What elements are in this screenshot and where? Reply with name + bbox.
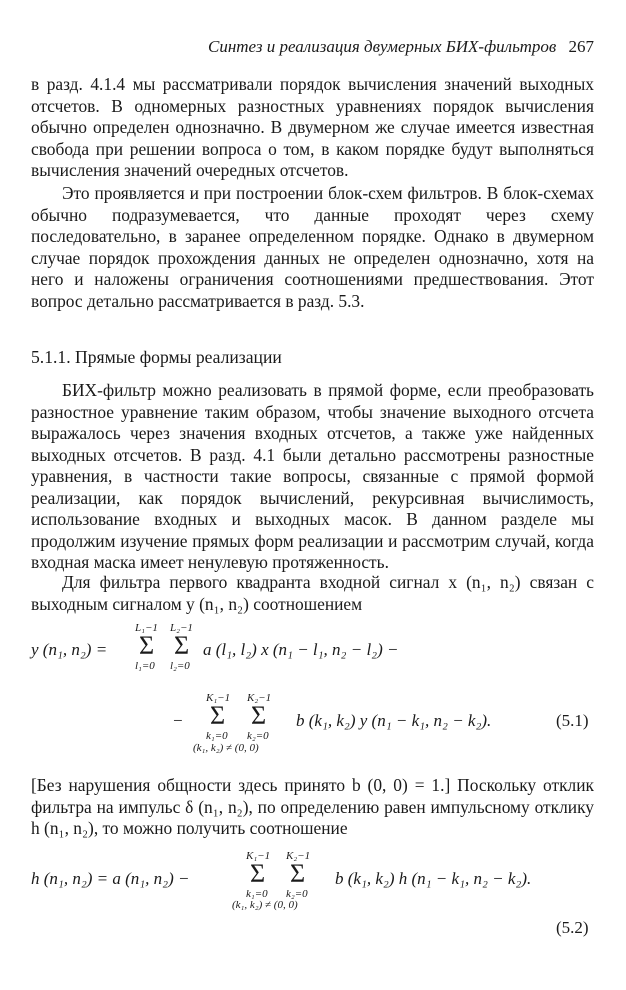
paragraph-4: Для фильтра первого квадранта входной сигнал x (n₁, n₂) связан с выходным сигналом y (n₁, n₂) соотношением (31, 572, 594, 614)
eq1-lhs: y (n₁, n₂) = (31, 640, 108, 659)
page-number: 267 (568, 37, 594, 56)
eq2-sum1-sigma: Σ (250, 859, 266, 888)
eq2-sum1-upper: K₁−1 (246, 850, 271, 862)
eq1-sum2-lower: l₂=0 (170, 660, 190, 672)
eq2-condition: (k₁, k₂) ≠ (0, 0) (232, 899, 298, 911)
eq1-sum2-upper: L₂−1 (170, 622, 193, 634)
eq2-sum1-lower: k₁=0 (246, 888, 268, 900)
eq2-sum2-upper: K₂−1 (286, 850, 311, 862)
eq1-sum4-upper: K₂−1 (247, 692, 272, 704)
eq1-sum1-lower: l₁=0 (135, 660, 155, 672)
eq1-sum4-lower: k₂=0 (247, 730, 269, 742)
eq2-lhs: h (n₁, n₂) = a (n₁, n₂) − (31, 869, 190, 888)
eq1-sum1-upper: L₁−1 (135, 622, 158, 634)
section-title: 5.1.1. Прямые формы реализации (31, 347, 282, 367)
eq1-sum3-sigma: Σ (210, 701, 226, 730)
eq1-number: (5.1) (556, 711, 589, 730)
eq2-sum2-sigma: Σ (290, 859, 306, 888)
eq1-line2-rhs: b (k₁, k₂) y (n₁ − k₁, n₂ − k₂). (296, 711, 492, 730)
eq1-sum3-upper: K₁−1 (206, 692, 231, 704)
running-header (200, 37, 594, 57)
eq2-sum2-lower: k₂=0 (286, 888, 308, 900)
eq1-sum4-sigma: Σ (251, 701, 267, 730)
eq1-condition: (k₁, k₂) ≠ (0, 0) (193, 742, 259, 754)
eq2-number: (5.2) (556, 918, 589, 937)
paragraph-1: в разд. 4.1.4 мы рассматривали порядок вычисления значений выходных отсчетов. В одномерных разностных уравнениях порядок вычисления обычно определен однозначно. В двумерном же случае имеется известная свобода при решении вопроса о том, в каком порядке будут выполняться вычисления значений очередных отсчетов. (31, 74, 594, 180)
eq1-line2-lead: − (172, 711, 184, 730)
paragraph-5: [Без нарушения общности здесь принято b (0, 0) = 1.] Поскольку отклик фильтра на импульс δ (n₁, n₂), по определению равен импульсному отклику h (n₁, n₂), то можно получить соотношение (31, 775, 594, 838)
paragraph-2: Это проявляется и при построении блок-схем фильтров. В блок-схемах обычно подразумевается, что данные проходят через схему последовательно, в заранее определенном порядке. Однако в двумерном случае порядок прохождения данных не определен однозначно, хотя на него и наложены ограничения соотношениями предшествования. Этот вопрос детально рассматривается в разд. 5.3. (31, 183, 594, 311)
eq1-sum3-lower: k₁=0 (206, 730, 228, 742)
eq2-rhs: b (k₁, k₂) h (n₁ − k₁, n₂ − k₂). (335, 869, 532, 888)
eq1-sum1-sigma: Σ (139, 631, 155, 660)
eq1-line1-rhs: a (l₁, l₂) x (n₁ − l₁, n₂ − l₂) − (203, 640, 399, 659)
paragraph-3: БИХ-фильтр можно реализовать в прямой форме, если преобразовать разностное уравнение таким образом, чтобы значение выходного отсчета выражалось через значения входных отсчетов, а также уже найденных выходных отсчетов. В разд. 4.1 были детально рассмотрены разностные уравнения, в частности такие вопросы, связанные с прямой формой реализации, как порядок вычислений, рекурсивная вычислимость, использование входных и выходных масок. В данном разделе мы продолжим изучение прямых форм реализации и рассмотрим случай, когда входная маска имеет ненулевую протяженность. (31, 380, 594, 572)
eq1-sum2-sigma: Σ (174, 631, 190, 660)
running-title: Синтез и реализация двумерных БИХ-фильтров (207, 37, 557, 56)
